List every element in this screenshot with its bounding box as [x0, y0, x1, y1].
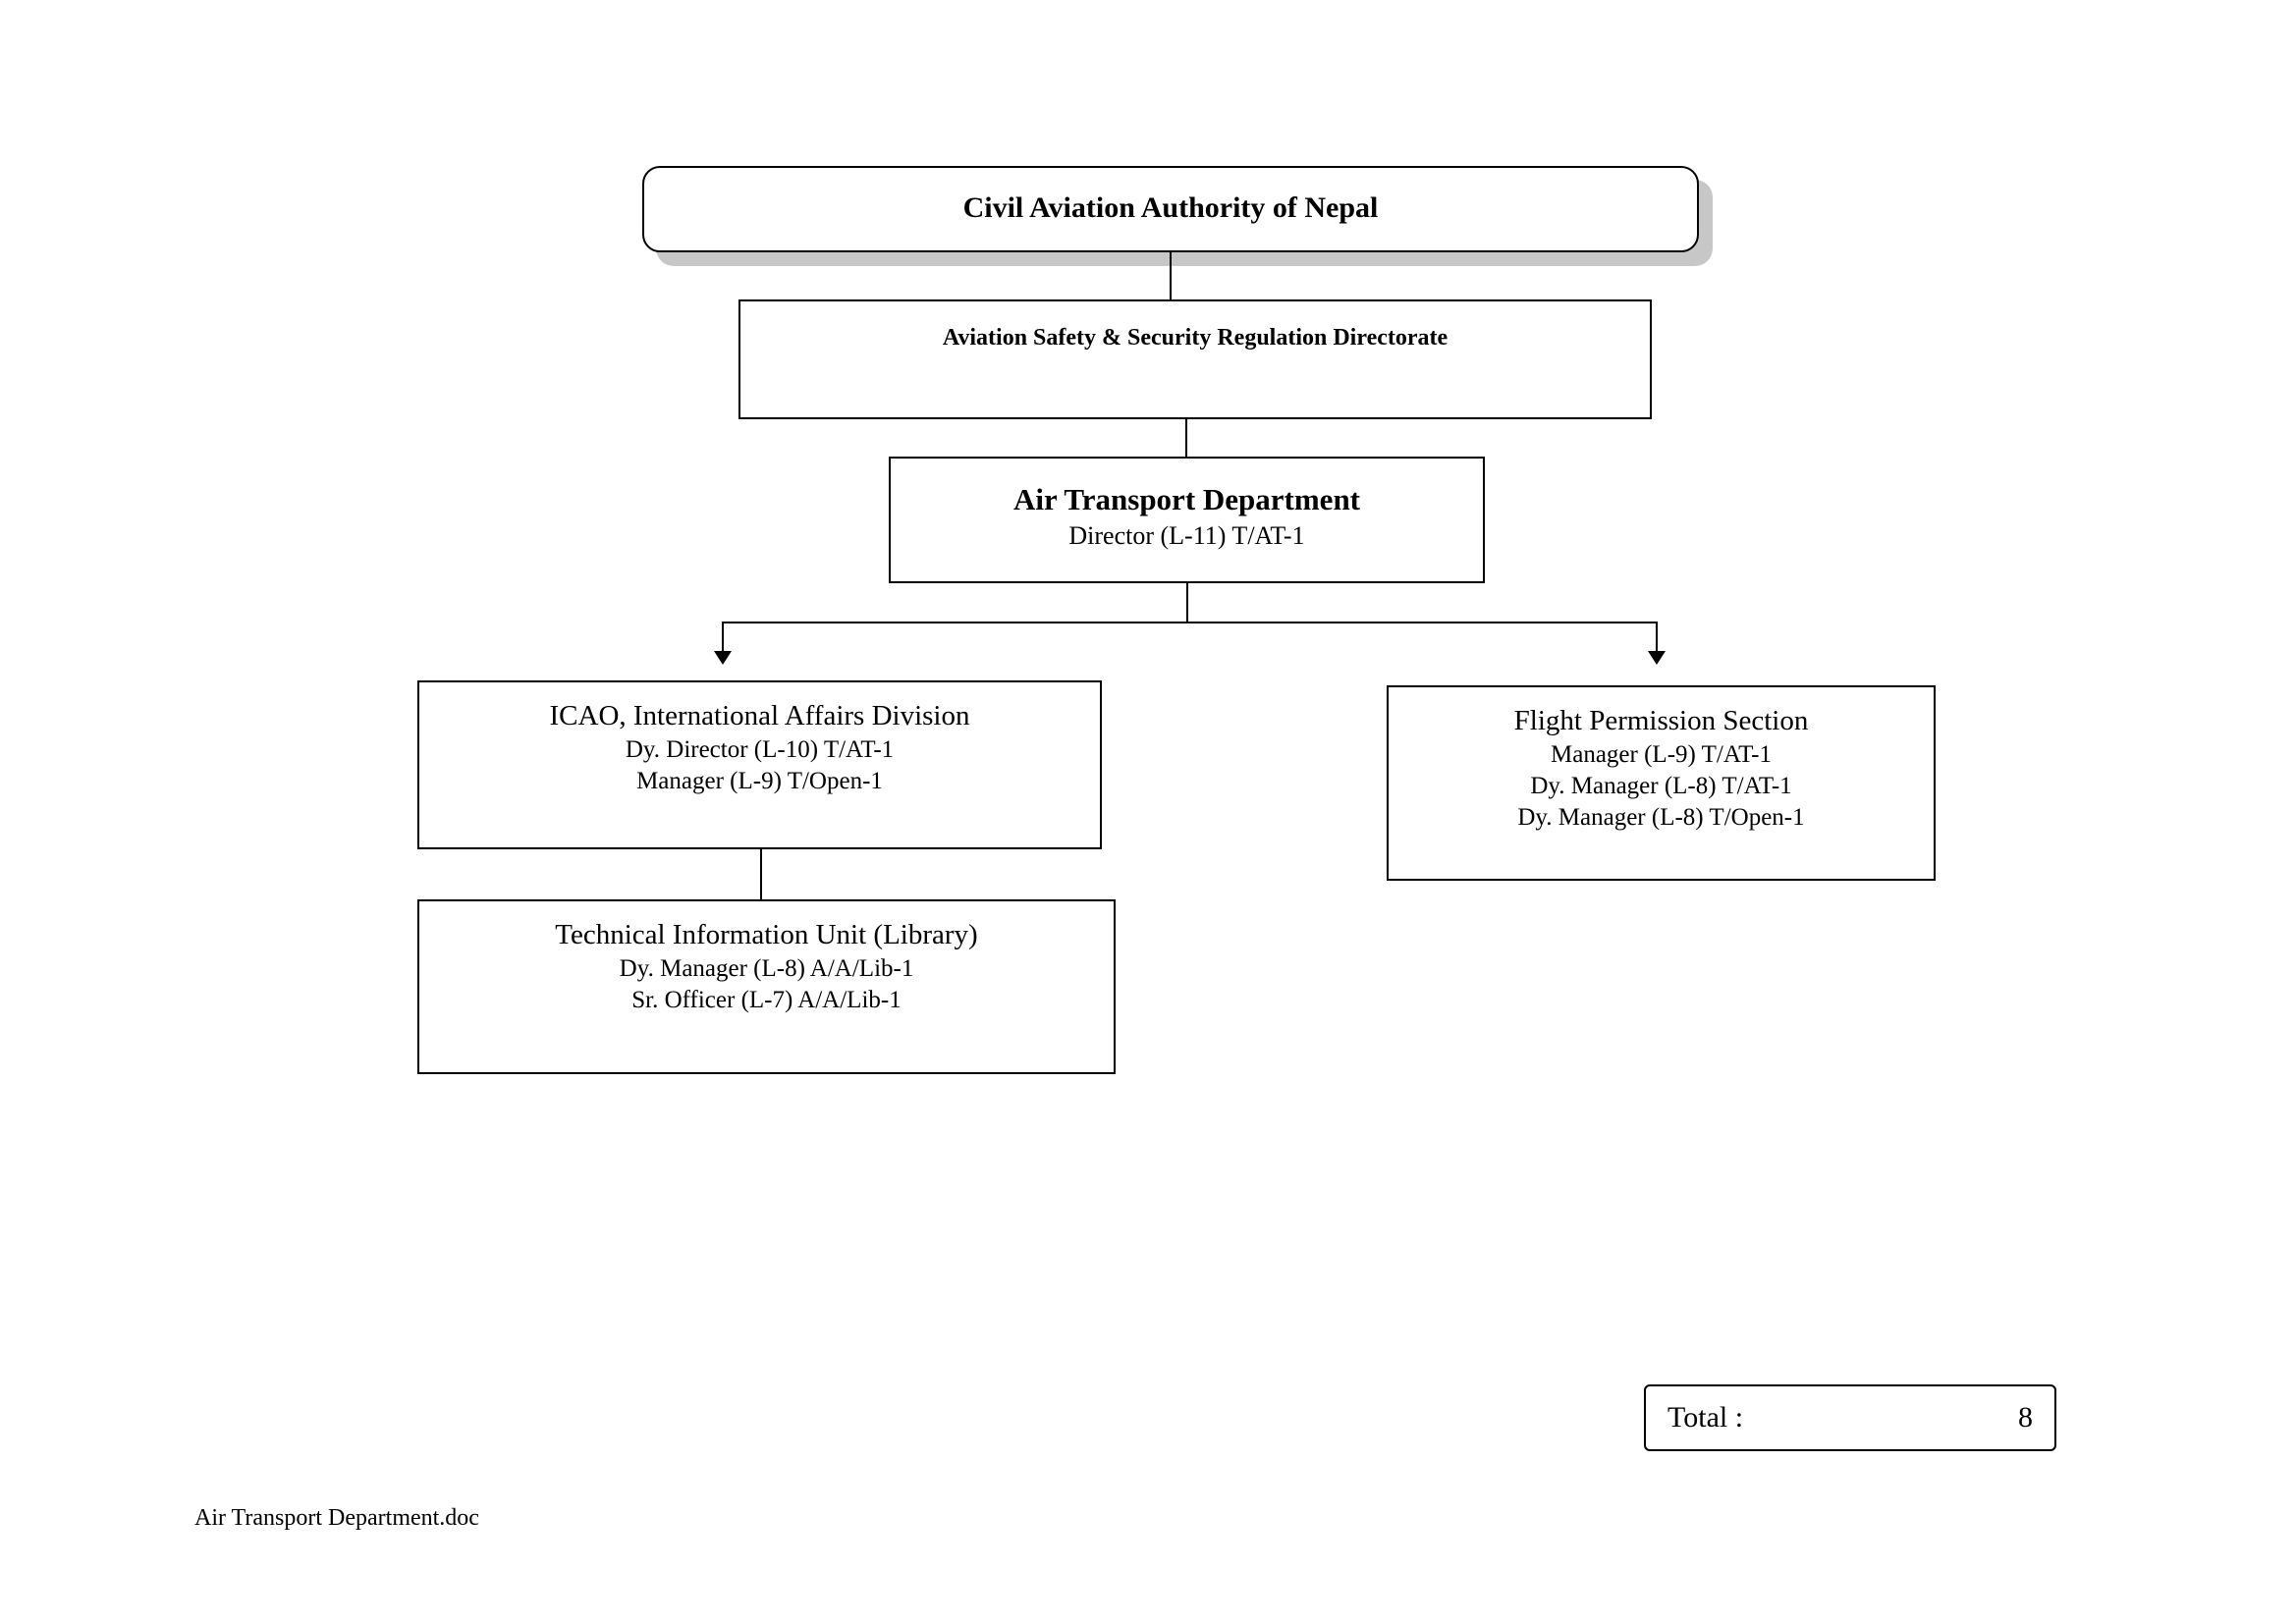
total-value: 8 — [2018, 1401, 2033, 1434]
arrow-icon-icao — [714, 651, 732, 665]
org-node-technical-information-unit[interactable] — [417, 899, 1116, 1074]
org-node-department-line-1: Director (L-11) T/AT-1 — [1068, 520, 1305, 550]
org-node-technical-information-unit-line-1: Dy. Manager (L-8) A/A/Lib-1 — [619, 955, 914, 983]
org-node-icao-division-line-1: Dy. Director (L-10) T/AT-1 — [625, 736, 895, 764]
org-node-authority-title: Civil Aviation Authority of Nepal — [962, 191, 1379, 224]
connector-department-bus-stem — [1186, 583, 1188, 623]
connector-bus-to-icao — [722, 622, 724, 654]
org-node-flight-permission-line-1: Manager (L-9) T/AT-1 — [1551, 741, 1772, 769]
org-node-flight-permission-title: Flight Permission Section — [1513, 705, 1809, 736]
footer-filename: Air Transport Department.doc — [194, 1505, 479, 1531]
org-node-icao-division[interactable] — [417, 680, 1102, 849]
org-node-technical-information-unit-line-2: Sr. Officer (L-7) A/A/Lib-1 — [631, 987, 902, 1014]
org-node-technical-information-unit-title: Technical Information Unit (Library) — [555, 919, 978, 950]
arrow-icon-flight-permission — [1648, 651, 1666, 665]
connector-directorate-department — [1185, 419, 1187, 457]
org-node-directorate[interactable] — [738, 299, 1652, 419]
org-node-flight-permission-line-3: Dy. Manager (L-8) T/Open-1 — [1517, 804, 1805, 832]
total-box — [1644, 1384, 2056, 1451]
org-node-department-title: Air Transport Department — [1012, 482, 1361, 516]
connector-department-bus — [722, 622, 1658, 623]
org-node-authority[interactable] — [642, 166, 1699, 252]
connector-icao-technical-unit — [760, 849, 762, 899]
org-node-flight-permission-line-2: Dy. Manager (L-8) T/AT-1 — [1530, 773, 1792, 800]
connector-bus-to-flight-permission — [1656, 622, 1658, 654]
connector-authority-directorate — [1170, 252, 1172, 299]
org-node-directorate-title: Aviation Safety & Security Regulation Directorate — [942, 325, 1449, 351]
org-node-icao-division-line-2: Manager (L-9) T/Open-1 — [636, 768, 883, 795]
org-node-icao-division-title: ICAO, International Affairs Division — [549, 700, 970, 731]
org-node-department[interactable] — [889, 457, 1485, 583]
total-label: Total : — [1667, 1401, 1744, 1434]
org-node-flight-permission[interactable] — [1387, 685, 1936, 881]
